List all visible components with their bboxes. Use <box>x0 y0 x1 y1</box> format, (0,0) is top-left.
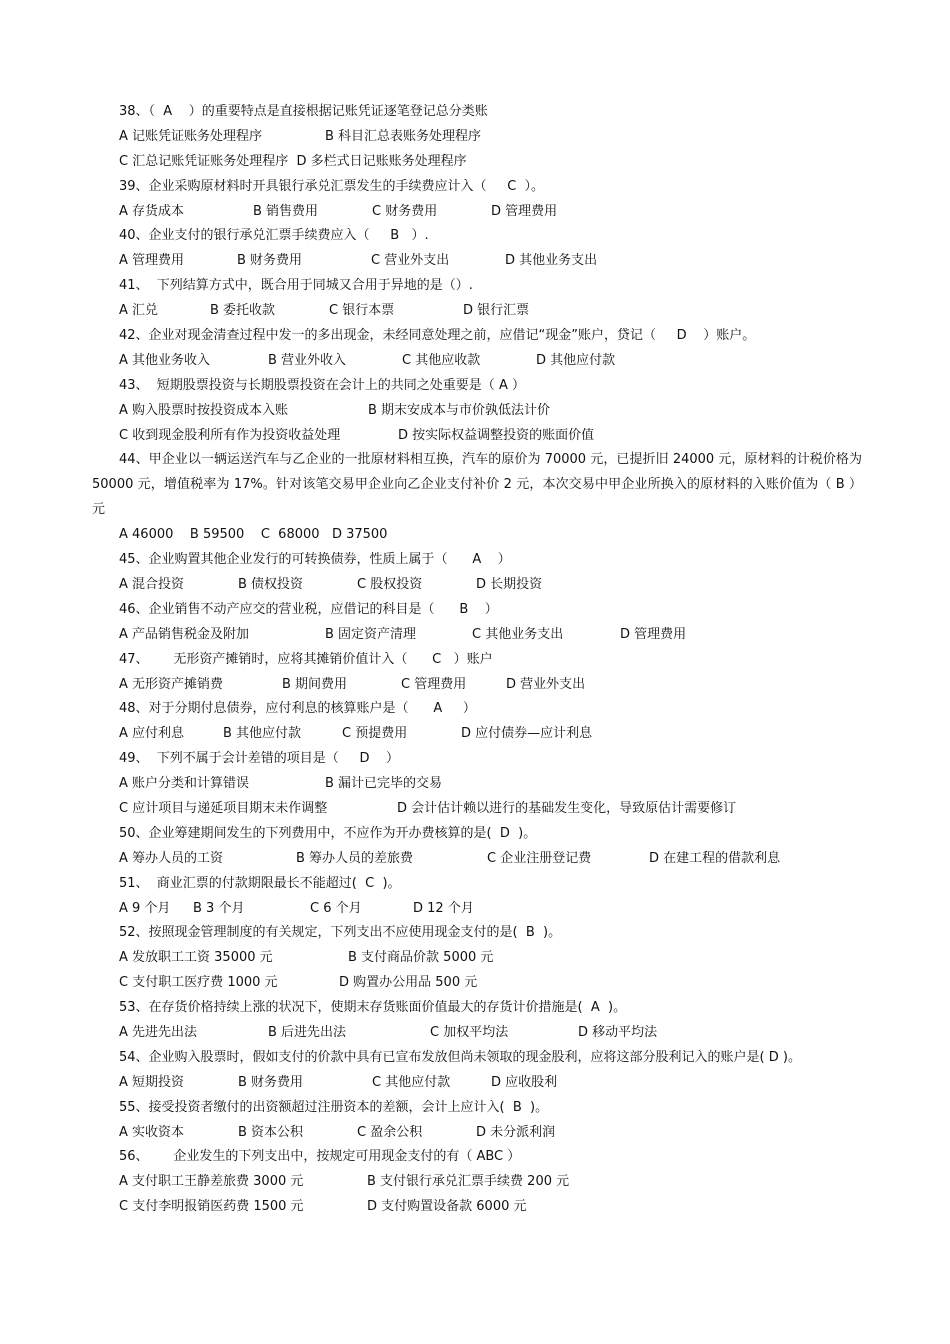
answer-options <box>92 897 862 922</box>
answer-option: D 支付购置设备款 6000 元 <box>367 1199 527 1215</box>
answer-option: D 在建工程的借款利息 <box>649 850 781 866</box>
answer-option: C 银行本票 <box>329 303 395 319</box>
answer-options <box>92 722 862 747</box>
answer-option: D 其他应付款 <box>536 352 616 368</box>
answer-options <box>92 399 862 424</box>
answer-option: C 预提费用 <box>342 726 408 742</box>
question-text: 56、 企业发生的下列支出中，按规定可用现金支付的有（ ABC ） <box>119 1149 521 1165</box>
answer-option: C 应计项目与递延项目期末未作调整 <box>119 800 328 816</box>
answer-options <box>92 299 862 324</box>
answer-option: B 财务费用 <box>237 253 303 269</box>
answer-options <box>92 623 862 648</box>
answer-option: D 其他业务支出 <box>505 253 598 269</box>
answer-option: C 其他应收款 <box>402 352 481 368</box>
answer-option: B 营业外收入 <box>268 352 347 368</box>
answer-option: A 存货成本 <box>119 203 185 219</box>
answer-option: D 按实际权益调整投资的账面价值 <box>398 427 595 443</box>
answer-option: A 混合投资 <box>119 576 185 592</box>
answer-option: C 6 个月 <box>310 900 362 916</box>
answer-options <box>92 1121 862 1146</box>
answer-options <box>92 349 862 374</box>
answer-options <box>92 200 862 225</box>
answer-option: A 支付职工王静差旅费 3000 元 <box>119 1174 304 1190</box>
answer-option: A 账户分类和计算错误 <box>119 776 250 792</box>
answer-option: D 会计估计赖以进行的基础发生变化，导致原估计需要修订 <box>397 800 737 816</box>
answer-option: C 营业外支出 <box>371 253 450 269</box>
answer-option: D 管理费用 <box>620 626 687 642</box>
answer-options <box>92 1170 862 1195</box>
answer-option: B 债权投资 <box>238 576 304 592</box>
question-text: 45、企业购置其他企业发行的可转换债券，性质上属于（ A ） <box>119 552 511 568</box>
answer-option: A 购入股票时按投资成本入账 <box>119 402 289 418</box>
answer-options <box>92 772 862 797</box>
question-text: 40、企业支付的银行承兑汇票手续费应入（ B ）. <box>119 228 429 244</box>
answer-option: B 委托收款 <box>210 303 276 319</box>
answer-option: A 发放职工工资 35000 元 <box>119 950 273 966</box>
answer-option: B 科目汇总表账务处理程序 <box>325 128 482 144</box>
answer-options <box>92 424 862 449</box>
answer-options <box>92 971 862 996</box>
answer-option: A 管理费用 <box>119 253 185 269</box>
answer-option: B 销售费用 <box>253 203 319 219</box>
answer-options <box>92 847 862 872</box>
answer-options <box>92 249 862 274</box>
answer-option: B 3 个月 <box>193 900 245 916</box>
answer-options <box>92 573 862 598</box>
question-text: 54、企业购入股票时，假如支付的价款中具有已宣布发放但尚未领取的现金股利，应将这部分股利记入的账户是( D )。 <box>119 1049 801 1065</box>
answer-option: C 支付职工医疗费 1000 元 <box>119 975 278 991</box>
answer-option: A 筹办人员的工资 <box>119 850 224 866</box>
answer-options: C 汇总记账凭证账务处理程序 D 多栏式日记账账务处理程序 <box>119 153 467 169</box>
question-text: 43、 短期股票投资与长期股票投资在会计上的共同之处重要是（ A ） <box>119 377 525 393</box>
answer-option: A 无形资产摊销费 <box>119 676 224 692</box>
answer-option: A 先进先出法 <box>119 1025 198 1040</box>
answer-option: C 其他应付款 <box>372 1074 451 1090</box>
answer-options <box>92 673 862 698</box>
answer-option: B 固定资产清理 <box>325 626 417 642</box>
question-text: 55、接受投资者缴付的出资额超过注册资本的差额，会计上应计入( B )。 <box>119 1099 549 1115</box>
question-text: 47、 无形资产摊销时，应将其摊销价值计入（ C ）账户 <box>119 651 493 667</box>
answer-options <box>92 125 862 150</box>
question-text: 53、在存货价格持续上涨的状况下，使期末存货账面价值最大的存货计价措施是( A )。 <box>119 1000 627 1016</box>
question-text: 42、企业对现金清查过程中发一的多出现金，未经同意处理之前，应借记“现金”账户，贷记（ D ）账户。 <box>119 328 756 344</box>
answer-option: A 短期投资 <box>119 1074 185 1090</box>
answer-option: B 筹办人员的差旅费 <box>296 850 414 866</box>
answer-option: C 管理费用 <box>401 676 467 692</box>
answer-option: B 财务费用 <box>238 1074 304 1090</box>
question-text: 50、企业筹建期间发生的下列费用中，不应作为开办费核算的是( D )。 <box>119 825 537 841</box>
answer-option: D 银行汇票 <box>463 303 530 319</box>
question-list <box>92 100 862 1220</box>
answer-option: A 9 个月 <box>119 900 171 916</box>
answer-option: C 加权平均法 <box>430 1025 509 1040</box>
question-text: 38、（ A ）的重要特点是直接根据记账凭证逐笔登记总分类账 <box>119 104 488 119</box>
answer-options <box>92 1071 862 1096</box>
question-text: 51、 商业汇票的付款期限最长不能超过( C )。 <box>119 875 401 891</box>
answer-options <box>92 1021 862 1046</box>
answer-option: D 未分派利润 <box>476 1124 556 1140</box>
answer-option: D 购置办公用品 500 元 <box>339 975 478 991</box>
answer-option: A 记账凭证账务处理程序 <box>119 128 263 144</box>
answer-options <box>92 797 862 822</box>
answer-option: C 支付李明报销医药费 1500 元 <box>119 1199 304 1215</box>
answer-option: A 实收资本 <box>119 1124 185 1140</box>
question-text: 44、甲企业以一辆运送汽车与乙企业的一批原材料相互换，汽车的原价为 70000 元，已提折旧 24000 元，原材料的计税价格为 50000 元，增值税率为 17%。针对该笔交易甲企业向乙企业支付补价 2 元，本次交易中甲企业所换入的原材料的入账价值为（ B ）元 <box>92 452 862 518</box>
answer-option: C 股权投资 <box>357 576 423 592</box>
answer-option: A 其他业务收入 <box>119 352 211 368</box>
answer-option: B 支付商品价款 5000 元 <box>348 950 494 966</box>
answer-option: D 长期投资 <box>476 576 543 592</box>
answer-option: D 12 个月 <box>413 900 474 916</box>
answer-option: B 漏计已完毕的交易 <box>325 776 443 792</box>
answer-option: A 产品销售税金及附加 <box>119 626 250 642</box>
answer-option: B 期间费用 <box>282 676 348 692</box>
question-text: 48、对于分期付息债券，应付利息的核算账户是（ A ） <box>119 701 476 717</box>
answer-option: C 收到现金股利所有作为投资收益处理 <box>119 427 341 443</box>
question-text: 52、按照现金管理制度的有关规定，下列支出不应使用现金支付的是( B )。 <box>119 925 562 941</box>
answer-option: B 期末安成本与市价孰低法计价 <box>368 402 551 418</box>
answer-option: A 应付利息 <box>119 726 185 742</box>
answer-option: D 管理费用 <box>491 203 558 219</box>
answer-options <box>92 946 862 971</box>
answer-option: D 营业外支出 <box>506 676 586 692</box>
answer-option: C 其他业务支出 <box>472 626 564 642</box>
answer-option: B 资本公积 <box>238 1124 304 1140</box>
question-text: 41、 下列结算方式中，既合用于同城又合用于异地的是（）. <box>119 278 473 294</box>
answer-options <box>92 1195 862 1220</box>
answer-option: A 汇兑 <box>119 303 159 319</box>
answer-option: C 企业注册登记费 <box>487 850 592 866</box>
answer-option: D 移动平均法 <box>578 1025 658 1040</box>
answer-option: B 后进先出法 <box>268 1025 347 1040</box>
answer-option: C 财务费用 <box>372 203 438 219</box>
answer-option: C 盈余公积 <box>357 1124 423 1140</box>
question-text: 46、企业销售不动产应交的营业税，应借记的科目是（ B ） <box>119 601 498 617</box>
answer-option: D 应收股利 <box>491 1074 558 1090</box>
answer-options: A 46000 B 59500 C 68000 D 37500 <box>119 527 388 543</box>
answer-option: B 其他应付款 <box>223 726 302 742</box>
answer-option: B 支付银行承兑汇票手续费 200 元 <box>367 1174 570 1190</box>
question-text: 39、企业采购原材料时开具银行承兑汇票发生的手续费应计入（ C ）。 <box>119 178 545 194</box>
answer-option: D 应付债券—应计利息 <box>461 726 593 742</box>
question-text: 49、 下列不属于会计差错的项目是（ D ） <box>119 751 400 767</box>
